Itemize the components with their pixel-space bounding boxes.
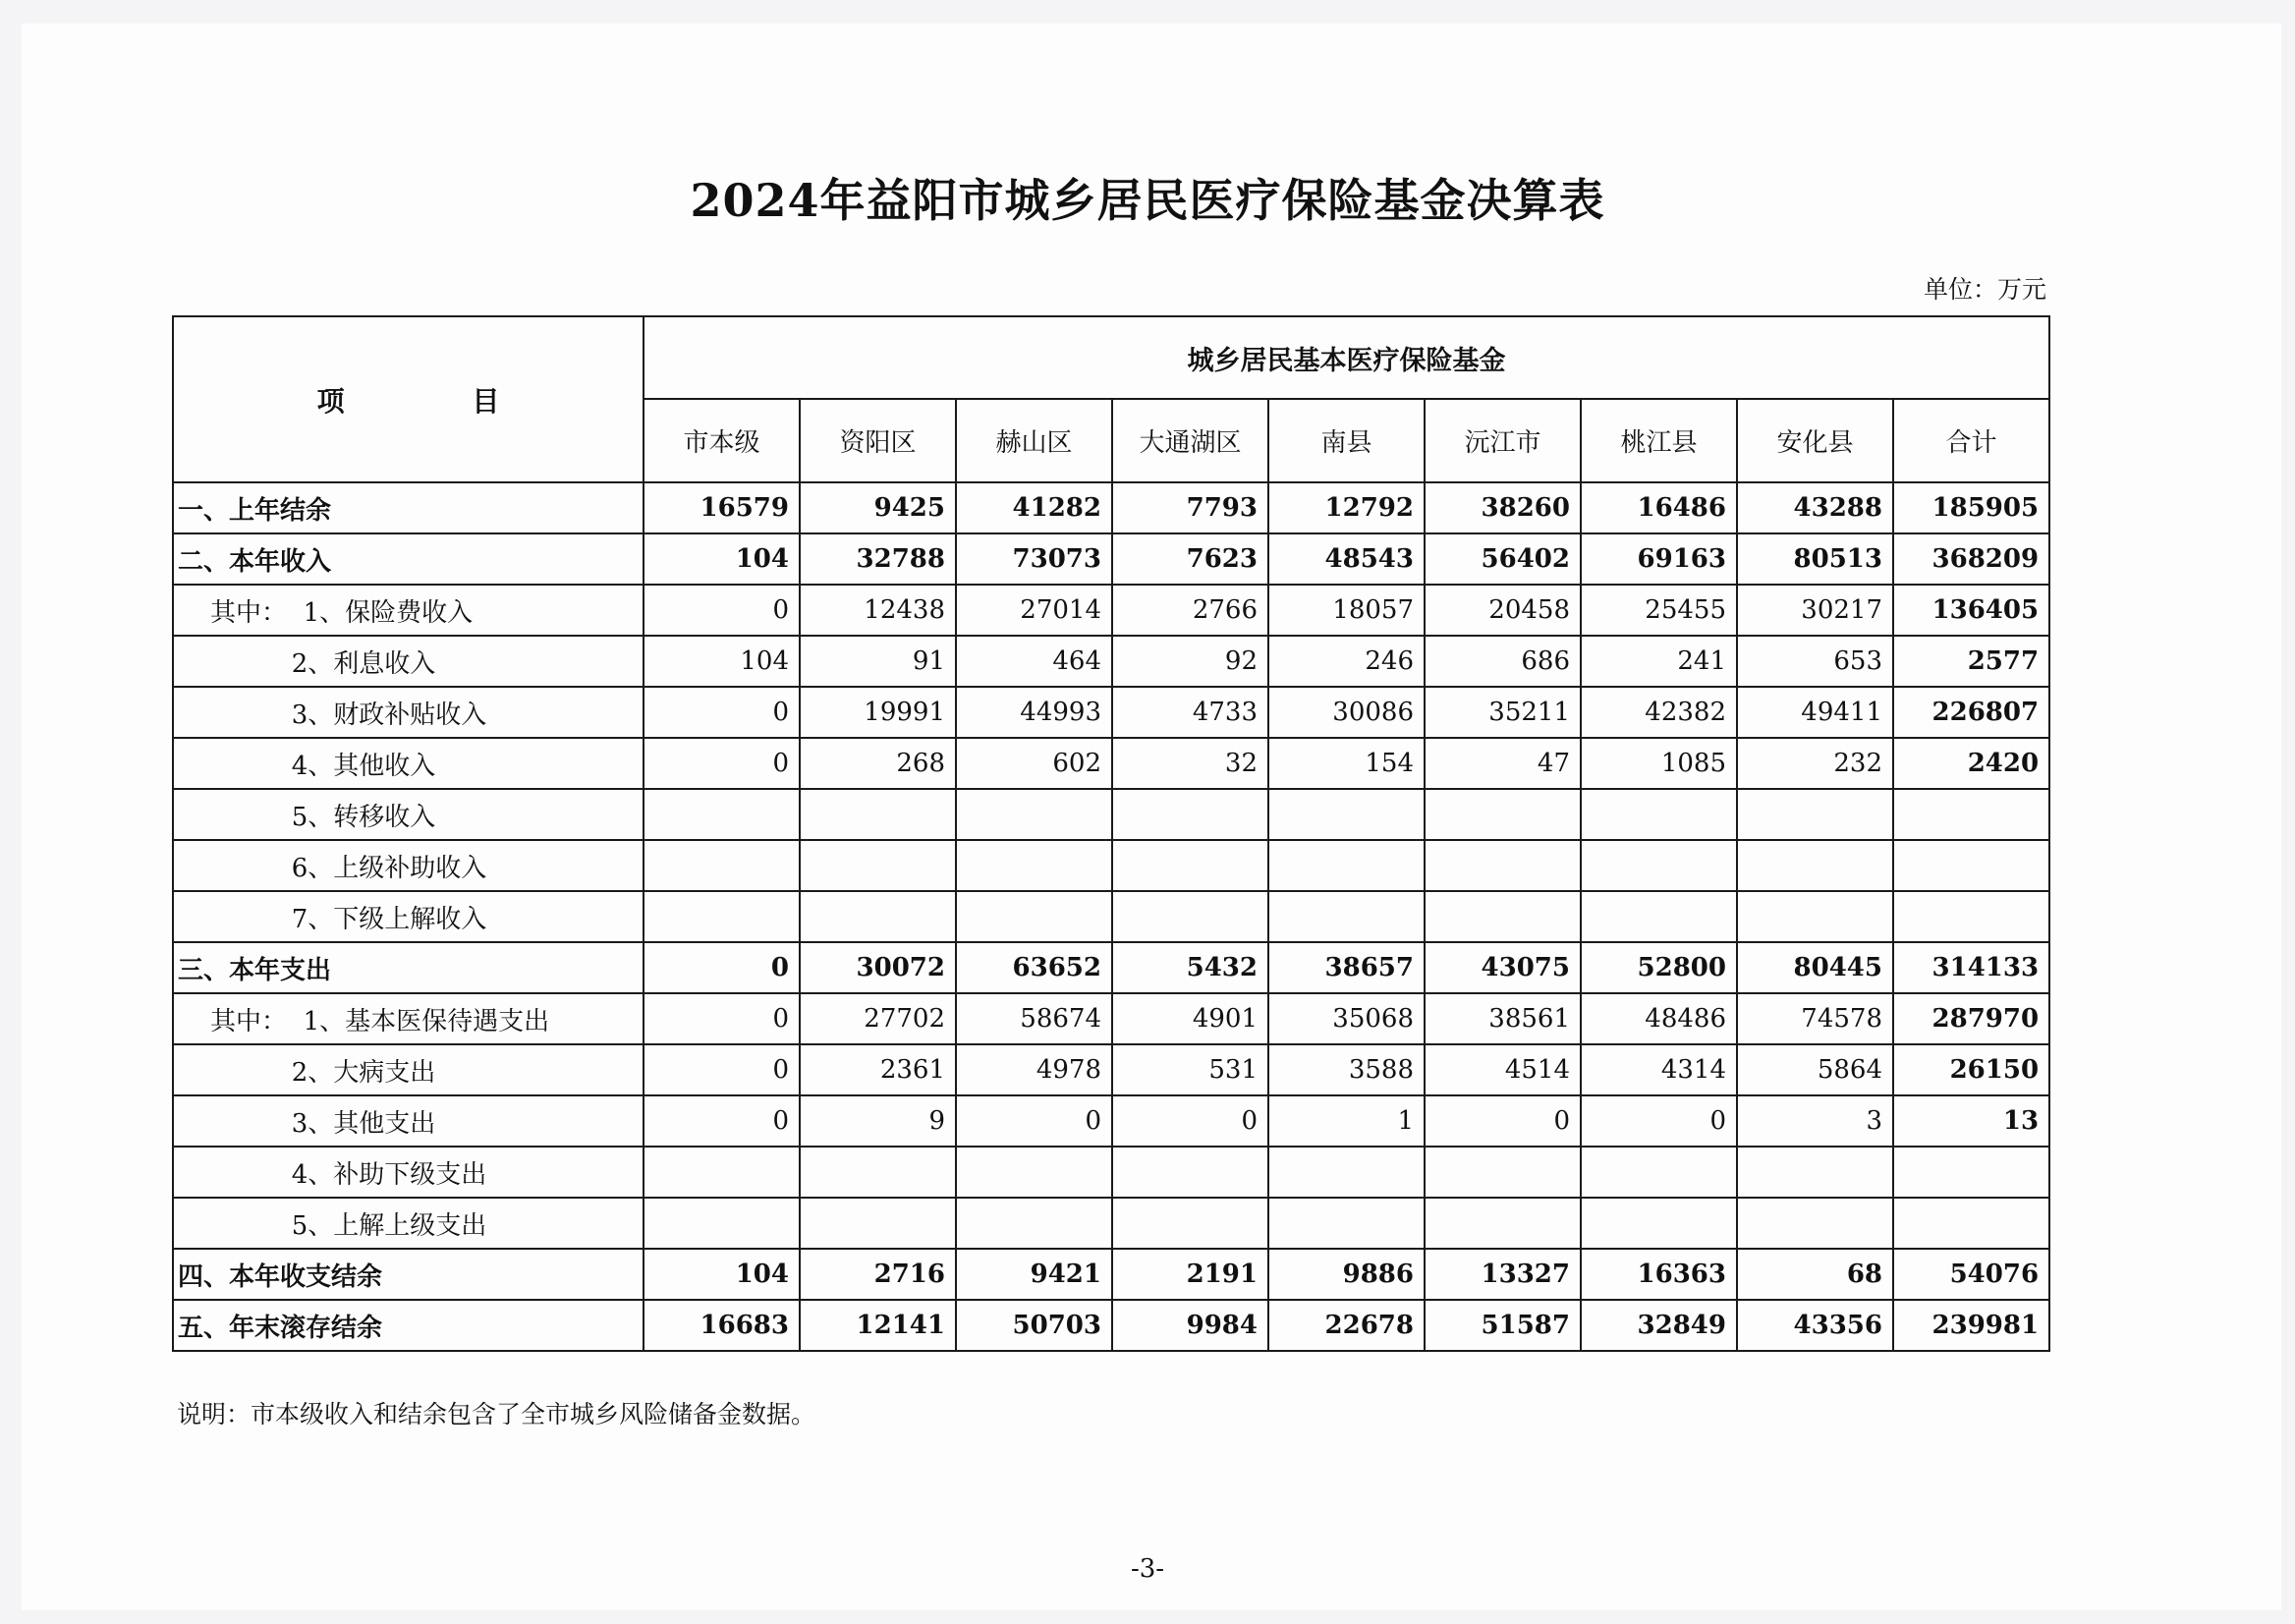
column-header: 大通湖区 — [1112, 399, 1268, 482]
total-cell — [1893, 840, 2049, 891]
row-label: 5、上解上级支出 — [173, 1198, 644, 1249]
value-cell — [800, 891, 956, 942]
table-row — [173, 1300, 2049, 1351]
value-cell: 35068 — [1268, 993, 1425, 1044]
row-label: 7、下级上解收入 — [173, 891, 644, 942]
row-label: 五、年末滚存结余 — [173, 1300, 644, 1351]
table-row — [173, 585, 2049, 636]
value-cell: 241 — [1581, 636, 1737, 687]
total-cell — [1893, 789, 2049, 840]
value-cell: 653 — [1737, 636, 1893, 687]
value-cell: 50703 — [956, 1300, 1112, 1351]
value-cell: 5432 — [1112, 942, 1268, 993]
value-cell: 92 — [1112, 636, 1268, 687]
value-cell: 154 — [1268, 738, 1425, 789]
value-cell — [956, 1147, 1112, 1198]
value-cell: 30217 — [1737, 585, 1893, 636]
value-cell: 58674 — [956, 993, 1112, 1044]
table-row — [173, 1147, 2049, 1198]
value-cell: 63652 — [956, 942, 1112, 993]
item-column-header: 项 目 — [173, 316, 644, 482]
value-cell: 73073 — [956, 533, 1112, 585]
value-cell: 22678 — [1268, 1300, 1425, 1351]
value-cell: 9984 — [1112, 1300, 1268, 1351]
value-cell: 602 — [956, 738, 1112, 789]
table-row — [173, 1198, 2049, 1249]
value-cell: 0 — [1425, 1095, 1581, 1147]
value-cell: 32788 — [800, 533, 956, 585]
row-label: 其中： 1、保险费收入 — [173, 585, 644, 636]
value-cell — [1112, 1147, 1268, 1198]
value-cell: 104 — [644, 636, 800, 687]
value-cell: 9421 — [956, 1249, 1112, 1300]
table-row — [173, 891, 2049, 942]
total-cell: 239981 — [1893, 1300, 2049, 1351]
value-cell: 0 — [644, 738, 800, 789]
value-cell: 12141 — [800, 1300, 956, 1351]
value-cell: 246 — [1268, 636, 1425, 687]
value-cell: 43356 — [1737, 1300, 1893, 1351]
value-cell: 27702 — [800, 993, 956, 1044]
row-label: 2、利息收入 — [173, 636, 644, 687]
value-cell — [1268, 789, 1425, 840]
value-cell: 25455 — [1581, 585, 1737, 636]
value-cell: 42382 — [1581, 687, 1737, 738]
value-cell — [1268, 840, 1425, 891]
total-cell: 136405 — [1893, 585, 2049, 636]
value-cell: 9886 — [1268, 1249, 1425, 1300]
value-cell: 12438 — [800, 585, 956, 636]
value-cell: 69163 — [1581, 533, 1737, 585]
value-cell: 1 — [1268, 1095, 1425, 1147]
value-cell — [800, 1147, 956, 1198]
value-cell: 47 — [1425, 738, 1581, 789]
value-cell — [1581, 891, 1737, 942]
total-cell: 314133 — [1893, 942, 2049, 993]
value-cell: 48543 — [1268, 533, 1425, 585]
value-cell: 27014 — [956, 585, 1112, 636]
value-cell — [644, 840, 800, 891]
settlement-table — [172, 315, 2050, 1352]
value-cell: 18057 — [1268, 585, 1425, 636]
value-cell — [1112, 840, 1268, 891]
value-cell: 232 — [1737, 738, 1893, 789]
value-cell: 38260 — [1425, 482, 1581, 533]
value-cell — [1737, 1198, 1893, 1249]
row-label: 三、本年支出 — [173, 942, 644, 993]
value-cell — [956, 1198, 1112, 1249]
value-cell — [956, 891, 1112, 942]
value-cell: 41282 — [956, 482, 1112, 533]
value-cell: 80513 — [1737, 533, 1893, 585]
value-cell — [1425, 1147, 1581, 1198]
value-cell: 74578 — [1737, 993, 1893, 1044]
table-row — [173, 636, 2049, 687]
value-cell: 13327 — [1425, 1249, 1581, 1300]
column-header: 赫山区 — [956, 399, 1112, 482]
value-cell: 2361 — [800, 1044, 956, 1095]
table-body — [173, 482, 2049, 1351]
column-header: 桃江县 — [1581, 399, 1737, 482]
value-cell: 30072 — [800, 942, 956, 993]
value-cell: 0 — [644, 942, 800, 993]
table-row — [173, 942, 2049, 993]
table-row — [173, 1249, 2049, 1300]
value-cell: 0 — [644, 1044, 800, 1095]
value-cell: 68 — [1737, 1249, 1893, 1300]
value-cell: 3 — [1737, 1095, 1893, 1147]
value-cell: 0 — [1581, 1095, 1737, 1147]
unit-label: 单位：万元 — [1923, 275, 2046, 304]
value-cell — [800, 840, 956, 891]
column-header: 南县 — [1268, 399, 1425, 482]
value-cell: 32 — [1112, 738, 1268, 789]
table-row — [173, 1044, 2049, 1095]
value-cell: 38561 — [1425, 993, 1581, 1044]
value-cell: 9425 — [800, 482, 956, 533]
total-cell: 13 — [1893, 1095, 2049, 1147]
value-cell — [956, 840, 1112, 891]
row-label: 二、本年收入 — [173, 533, 644, 585]
column-header: 合计 — [1893, 399, 2049, 482]
value-cell: 43075 — [1425, 942, 1581, 993]
row-label: 2、大病支出 — [173, 1044, 644, 1095]
value-cell: 2191 — [1112, 1249, 1268, 1300]
total-cell: 2577 — [1893, 636, 2049, 687]
value-cell: 35211 — [1425, 687, 1581, 738]
row-label: 3、其他支出 — [173, 1095, 644, 1147]
value-cell — [1737, 840, 1893, 891]
column-header: 市本级 — [644, 399, 800, 482]
value-cell: 80445 — [1737, 942, 1893, 993]
value-cell: 16579 — [644, 482, 800, 533]
total-cell: 287970 — [1893, 993, 2049, 1044]
value-cell — [1737, 1147, 1893, 1198]
row-label: 5、转移收入 — [173, 789, 644, 840]
value-cell — [644, 1198, 800, 1249]
value-cell: 51587 — [1425, 1300, 1581, 1351]
value-cell — [1737, 891, 1893, 942]
value-cell: 19991 — [800, 687, 956, 738]
document-title: 2024年益阳市城乡居民医疗保险基金决算表 — [690, 174, 1605, 227]
table-row — [173, 533, 2049, 585]
value-cell — [956, 789, 1112, 840]
value-cell: 9 — [800, 1095, 956, 1147]
total-cell: 2420 — [1893, 738, 2049, 789]
value-cell — [644, 891, 800, 942]
value-cell: 56402 — [1425, 533, 1581, 585]
value-cell: 32849 — [1581, 1300, 1737, 1351]
value-cell: 1085 — [1581, 738, 1737, 789]
value-cell: 0 — [644, 993, 800, 1044]
column-header: 安化县 — [1737, 399, 1893, 482]
value-cell: 16683 — [644, 1300, 800, 1351]
value-cell: 686 — [1425, 636, 1581, 687]
value-cell — [1112, 789, 1268, 840]
value-cell: 44993 — [956, 687, 1112, 738]
table-row — [173, 738, 2049, 789]
value-cell: 16363 — [1581, 1249, 1737, 1300]
value-cell: 2766 — [1112, 585, 1268, 636]
value-cell — [800, 1198, 956, 1249]
value-cell: 3588 — [1268, 1044, 1425, 1095]
total-cell — [1893, 1147, 2049, 1198]
row-label: 一、上年结余 — [173, 482, 644, 533]
value-cell — [1581, 840, 1737, 891]
value-cell: 464 — [956, 636, 1112, 687]
footnote: 说明：市本级收入和结余包含了全市城乡风险储备金数据。 — [177, 1400, 816, 1428]
value-cell — [1581, 1147, 1737, 1198]
table-row — [173, 840, 2049, 891]
total-cell: 185905 — [1893, 482, 2049, 533]
value-cell: 49411 — [1737, 687, 1893, 738]
value-cell: 4901 — [1112, 993, 1268, 1044]
value-cell: 16486 — [1581, 482, 1737, 533]
value-cell: 7623 — [1112, 533, 1268, 585]
table-row — [173, 482, 2049, 533]
value-cell: 91 — [800, 636, 956, 687]
value-cell: 104 — [644, 533, 800, 585]
total-cell: 26150 — [1893, 1044, 2049, 1095]
total-cell: 226807 — [1893, 687, 2049, 738]
value-cell — [1268, 1147, 1425, 1198]
row-label: 4、补助下级支出 — [173, 1147, 644, 1198]
total-cell: 54076 — [1893, 1249, 2049, 1300]
page-number: -3- — [1130, 1554, 1165, 1584]
table-row — [173, 993, 2049, 1044]
column-header: 资阳区 — [800, 399, 956, 482]
table-row — [173, 789, 2049, 840]
row-label: 4、其他收入 — [173, 738, 644, 789]
value-cell — [1581, 789, 1737, 840]
value-cell: 4978 — [956, 1044, 1112, 1095]
value-cell: 531 — [1112, 1044, 1268, 1095]
value-cell — [1112, 891, 1268, 942]
value-cell: 4733 — [1112, 687, 1268, 738]
value-cell: 30086 — [1268, 687, 1425, 738]
value-cell — [1737, 789, 1893, 840]
value-cell — [800, 789, 956, 840]
value-cell — [1425, 840, 1581, 891]
value-cell: 38657 — [1268, 942, 1425, 993]
value-cell — [1268, 891, 1425, 942]
value-cell: 0 — [644, 585, 800, 636]
value-cell: 2716 — [800, 1249, 956, 1300]
value-cell — [644, 1147, 800, 1198]
total-cell: 368209 — [1893, 533, 2049, 585]
value-cell — [1425, 789, 1581, 840]
value-cell: 0 — [1112, 1095, 1268, 1147]
value-cell: 4314 — [1581, 1044, 1737, 1095]
value-cell: 0 — [956, 1095, 1112, 1147]
total-cell — [1893, 1198, 2049, 1249]
fund-group-header: 城乡居民基本医疗保险基金 — [644, 316, 2049, 399]
value-cell: 104 — [644, 1249, 800, 1300]
row-label: 其中： 1、基本医保待遇支出 — [173, 993, 644, 1044]
row-label: 6、上级补助收入 — [173, 840, 644, 891]
column-header: 沅江市 — [1425, 399, 1581, 482]
value-cell: 5864 — [1737, 1044, 1893, 1095]
table-row — [173, 687, 2049, 738]
value-cell — [1112, 1198, 1268, 1249]
total-cell — [1893, 891, 2049, 942]
value-cell: 20458 — [1425, 585, 1581, 636]
value-cell: 43288 — [1737, 482, 1893, 533]
value-cell: 0 — [644, 687, 800, 738]
table-row — [173, 1095, 2049, 1147]
value-cell — [1268, 1198, 1425, 1249]
value-cell: 48486 — [1581, 993, 1737, 1044]
row-label: 四、本年收支结余 — [173, 1249, 644, 1300]
value-cell: 268 — [800, 738, 956, 789]
value-cell — [644, 789, 800, 840]
value-cell: 52800 — [1581, 942, 1737, 993]
value-cell — [1581, 1198, 1737, 1249]
value-cell: 7793 — [1112, 482, 1268, 533]
value-cell — [1425, 891, 1581, 942]
value-cell: 0 — [644, 1095, 800, 1147]
row-label: 3、财政补贴收入 — [173, 687, 644, 738]
value-cell: 4514 — [1425, 1044, 1581, 1095]
value-cell: 12792 — [1268, 482, 1425, 533]
value-cell — [1425, 1198, 1581, 1249]
